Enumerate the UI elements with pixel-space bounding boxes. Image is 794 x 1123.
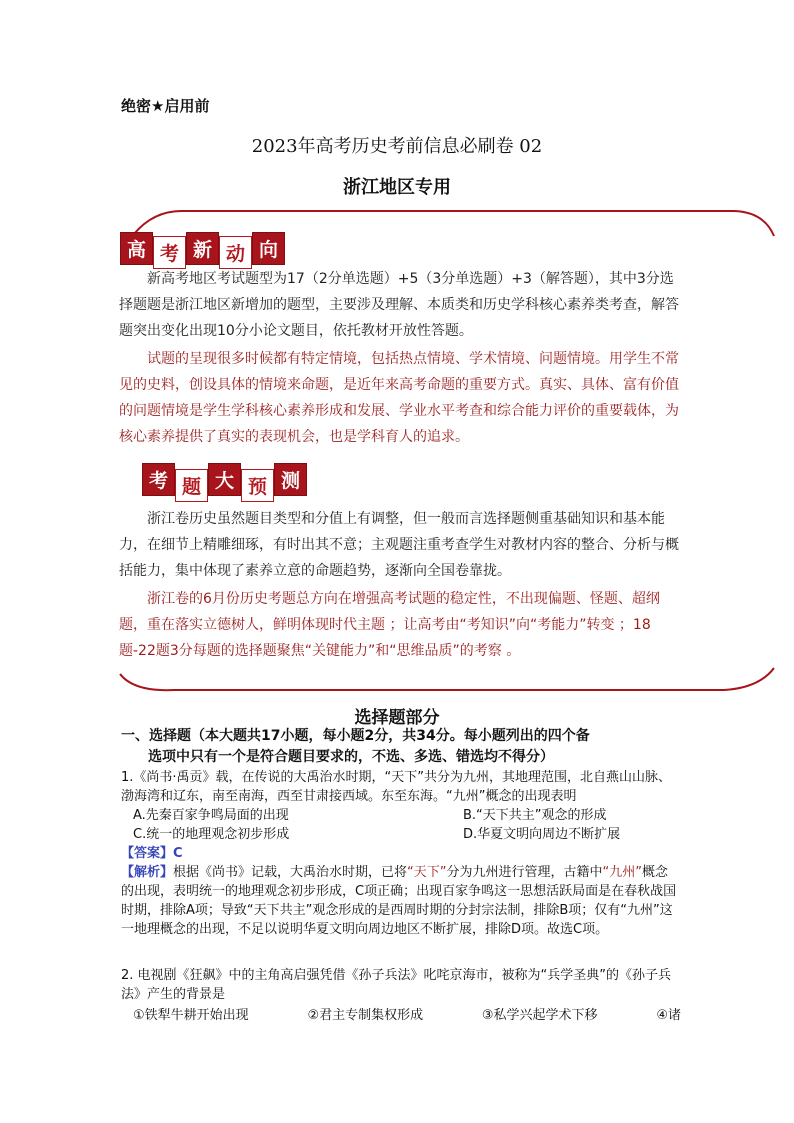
trends-text [119,266,679,450]
section-badge-forecast [142,463,307,502]
confidential-label: 绝密★启用前 [121,97,210,115]
question-1-option-b: B.“天下共主”观念的形成 [463,808,607,823]
question-1-stem: 1.《尚书·禹贡》载，在传说的大禹治水时期，“天下”共分为九州，其地理范围，北自燕山山脉、渤海湾和辽东，南至南海，西至甘肃接西域。东至东海。“九州”概念的出现表明 [121,770,672,804]
badge-char: 测 [274,463,307,496]
question-1-analysis [121,863,681,939]
forecast-text [119,506,679,664]
badge-char: 题 [175,469,208,502]
badge-char: 新 [186,232,219,265]
question-1-answer [121,844,681,863]
question-2-option-2: ②君主专制集权形成 [307,1008,424,1023]
answer-value: C [173,846,183,861]
trends-paragraph-2: 试题的呈现很多时候都有特定情境，包括热点情境、学术情境、问题情境。用学生不常见的史料，创设具体的情境来命题，是近年来高考命题的重要方式。真实、具体、富有价值的问题情境是学生学科核心素养形成和发展、学业水平考查和综合能力评价的重要载体，为核心素养提供了真实的表现机会，也是学科育人的追求。 [119,351,679,445]
question-2-stem: 2. 电视剧《狂飙》中的主角高启强凭借《孙子兵法》叱咤京海市，被称为“兵学圣典”的《孙子兵法》产生的背景是 [121,968,672,1002]
analysis-text: 根据《尚书》记载，大禹治水时期，已将 [173,865,408,880]
forecast-paragraph-2: 浙江卷的6月份历史考题总方向在增强高考试题的稳定性，不出现偏题、怪题、超纲题，重在落实立德树人，鲜明体现时代主题 ；让高考由“考知识”向“考能力”转变 ；18题-22题3分每题的选择题聚焦“关键能力”和“思维品质”的考察 。 [119,591,660,659]
badge-char: 大 [208,463,241,496]
section-title: 选择题部分 [354,708,440,728]
page-title: 2023年高考历史考前信息必刷卷 02 [251,136,543,157]
badge-char: 考 [153,236,186,269]
page-subtitle: 浙江地区专用 [343,177,451,198]
question-1-option-c: C.统一的地理观念初步形成 [133,827,290,842]
section-badge-trends [120,232,285,269]
analysis-text: 分为九州进行管理，古籍中 [446,865,603,880]
instructions-line-2: 选项中只有一个是符合题目要求的，不选、多选、错选均不得分） [148,749,554,765]
question-2-option-4: ④诸 [656,1008,681,1023]
question-2 [121,966,681,1025]
section-instructions [121,726,681,768]
badge-char: 考 [142,463,175,496]
badge-char: 动 [219,236,252,269]
analysis-highlight: “九州” [602,865,643,880]
question-1-option-a: A.先秦百家争鸣局面的出现 [133,808,289,823]
analysis-tag: 【解析】 [121,865,174,880]
question-2-option-1: ①铁犁牛耕开始出现 [133,1008,249,1023]
instructions-line-1: 一、选择题（本大题共17小题，每小题2分，共34分。每小题列出的四个备 [121,728,590,744]
question-1 [121,768,681,939]
badge-char: 高 [120,232,153,265]
analysis-text: 概念的出现，表明统一的地理观念初步形成，C项正确；出现百家争鸣这一思想活跃局面是在春秋战国时期，排除A项；导致“天下共主”观念形成的是西周时期的分封宗法制，排除B项；仅有“九州”这一地理概念的出现，不足以说明华夏文明向周边地区不断扩展，排除D项。故选C项。 [121,865,677,937]
analysis-highlight: “天下” [407,865,447,880]
question-2-option-3: ③私学兴起学术下移 [481,1008,598,1023]
trends-paragraph-1: 新高考地区考试题型为17（2分单选题）+5（3分单选题）+3（解答题），其中3分选择题题是浙江地区新增加的题型，主要涉及理解、本质类和历史学科核心素养类考查，解答题突出变化出现10分小论文题目，依托教材开放性答题。 [119,271,679,339]
forecast-paragraph-1: 浙江卷历史虽然题目类型和分值上有调整，但一般而言选择题侧重基础知识和基本能力，在细节上精雕细琢，有时出其不意；主观题注重考查学生对教材内容的整合、分析与概括能力，集中体现了素养立意的命题趋势，逐渐向全国卷靠拢。 [119,511,679,579]
badge-char: 向 [252,232,285,265]
answer-tag: 【答案】 [121,846,174,861]
question-1-option-d: D.华夏文明向周边不断扩展 [463,827,621,842]
badge-char: 预 [241,469,274,502]
